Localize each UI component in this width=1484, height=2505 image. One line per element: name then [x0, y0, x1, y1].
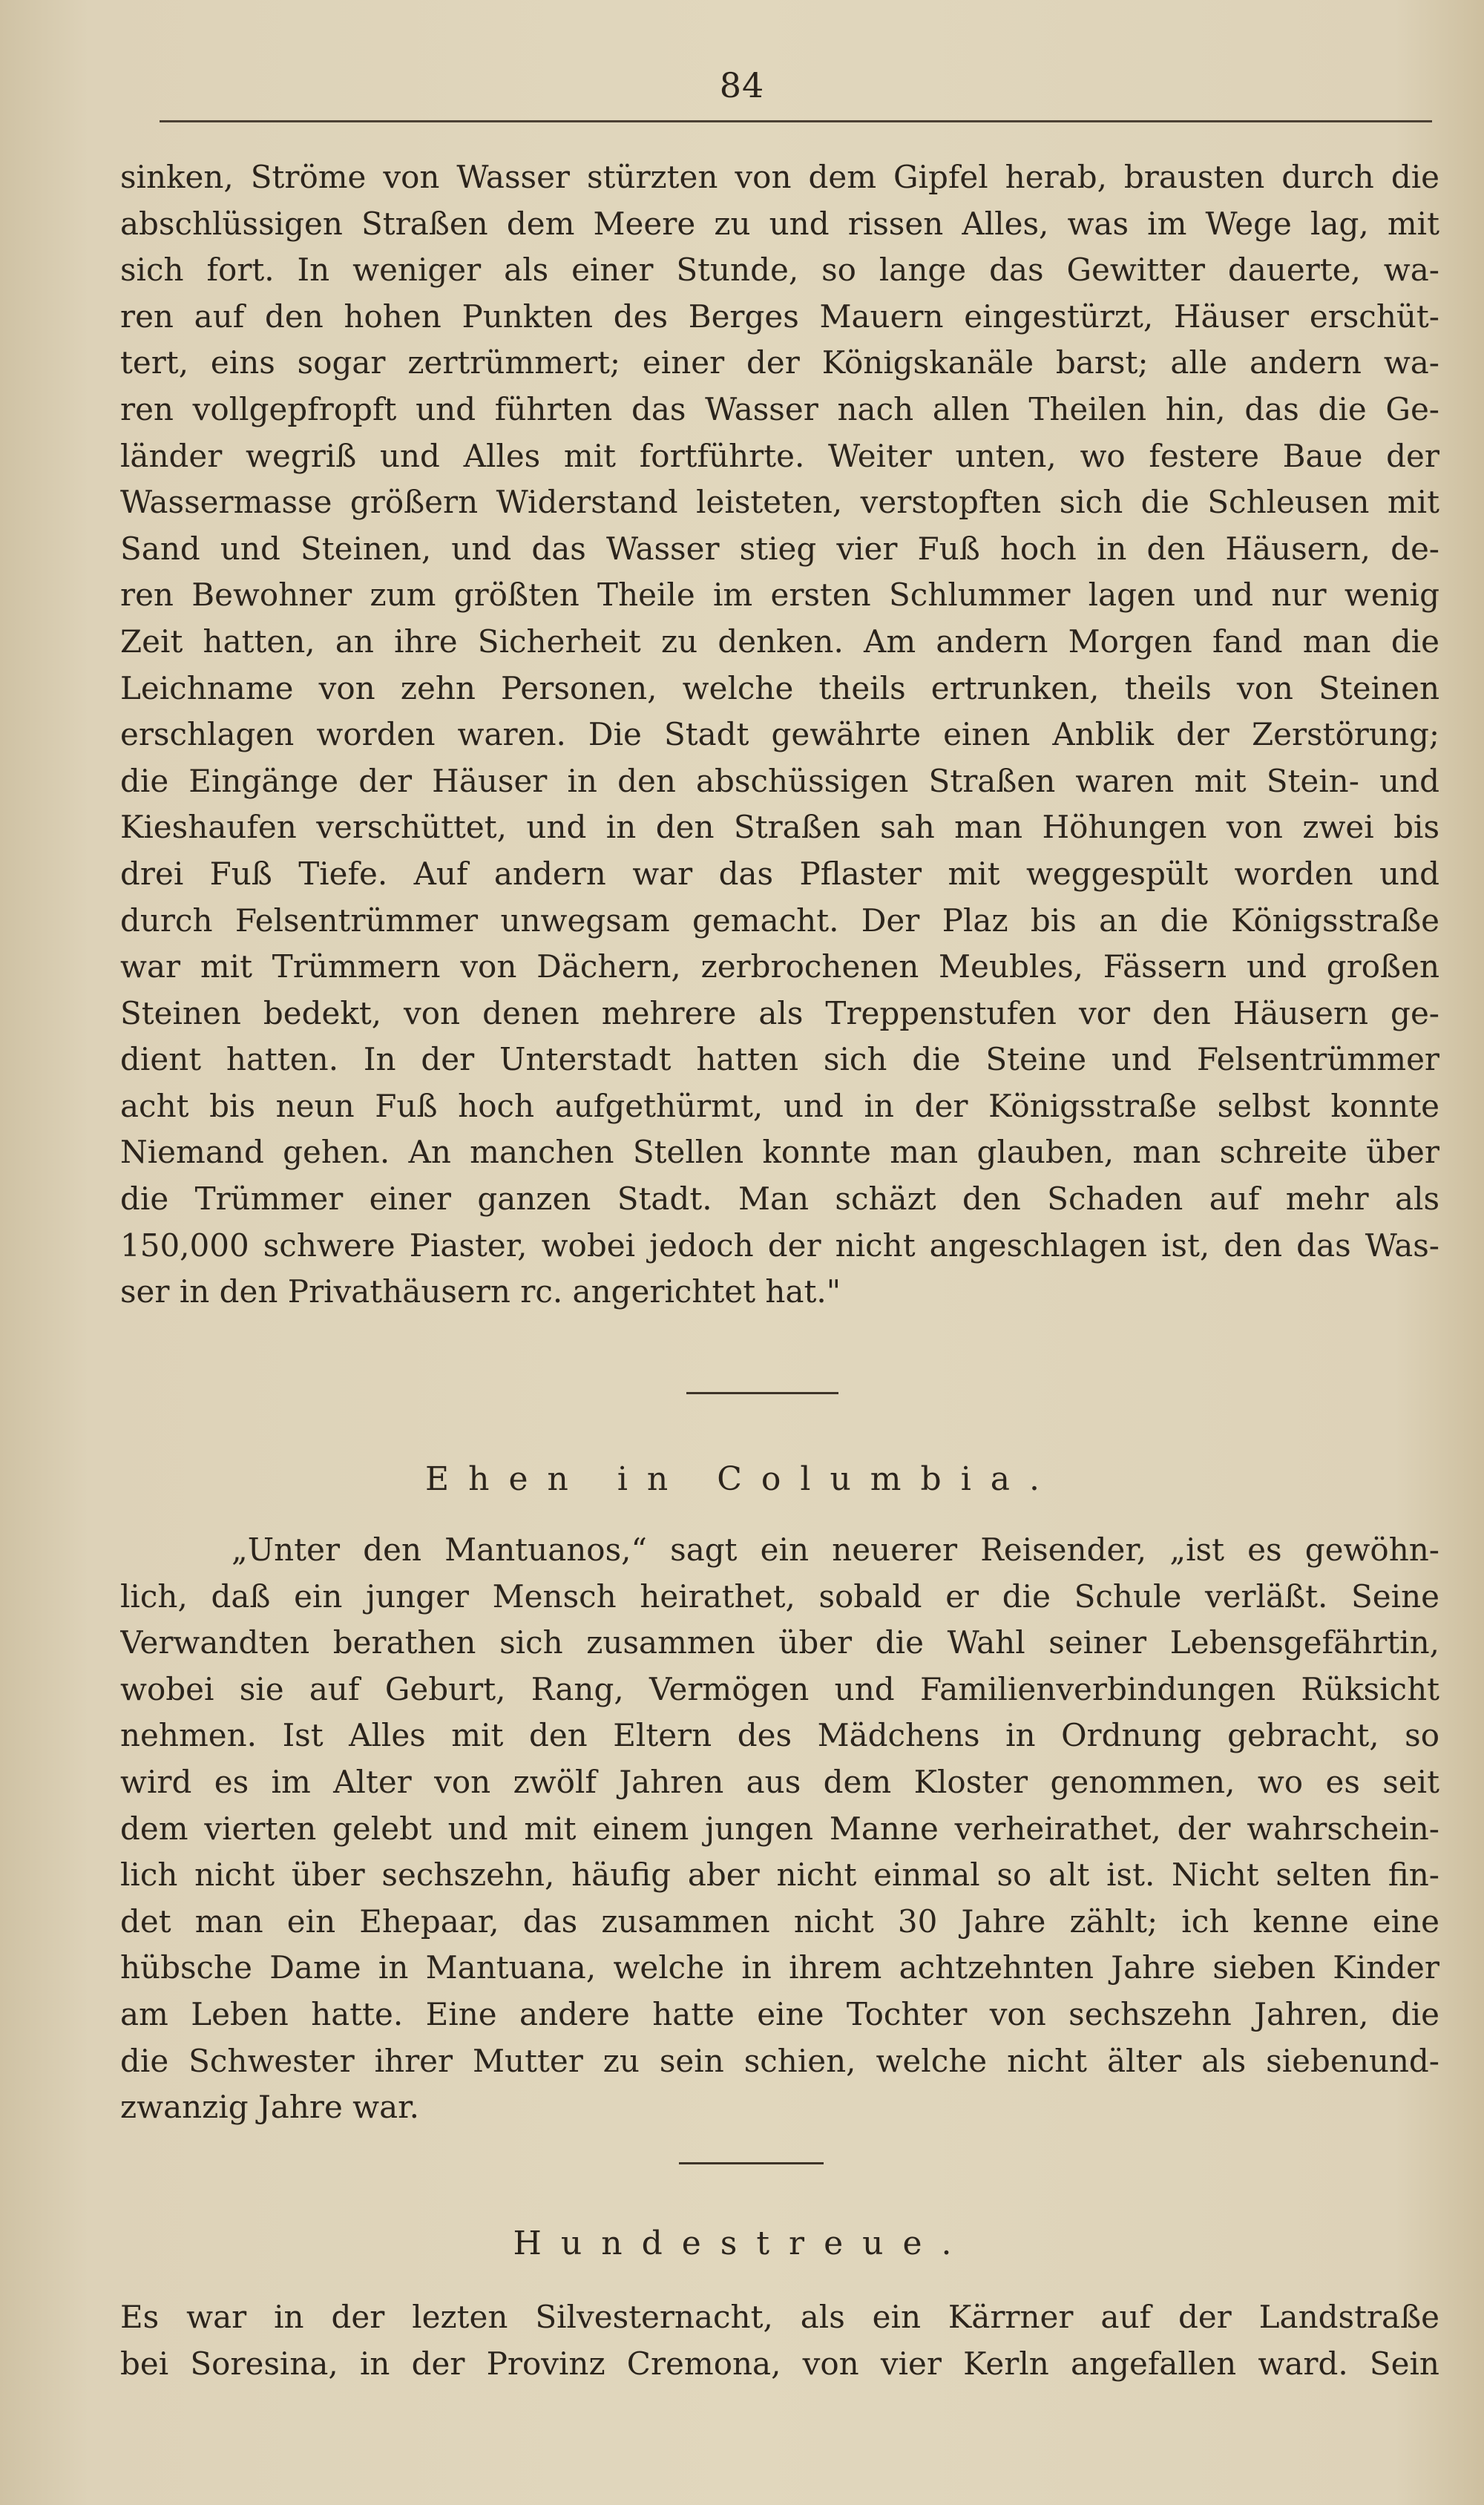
- text-line: tert, eins sogar zertrümmert; einer der Königskanäle barst; alle andern wa-: [120, 344, 1439, 381]
- text-line: hübsche Dame in Mantuana, welche in ihrem achtzehnten Jahre sieben Kinder: [120, 1949, 1439, 1986]
- section-divider: [679, 2162, 824, 2164]
- text-line: länder wegriß und Alles mit fortführte. Weiter unten, wo festere Baue der: [120, 437, 1439, 474]
- text-line: ser in den Privathäusern rc. angerichtet hat.": [120, 1273, 841, 1310]
- text-line: die Schwester ihrer Mutter zu sein schien, welche nicht älter als siebenund-: [120, 2042, 1439, 2079]
- text-line: war mit Trümmern von Dächern, zerbrochenen Meubles, Fässern und großen: [120, 948, 1439, 985]
- text-line: die Eingänge der Häuser in den abschüssigen Straßen waren mit Stein- und: [120, 762, 1439, 799]
- text-line: ren Bewohner zum größten Theile im ersten Schlummer lagen und nur wenig: [120, 577, 1439, 614]
- text-line: erschlagen worden waren. Die Stadt gewährte einen Anblik der Zerstörung;: [120, 716, 1439, 753]
- text-line: ren vollgepfropft und führten das Wasser nach allen Theilen hin, das die Ge-: [120, 390, 1439, 427]
- text-line: bei Soresina, in der Provinz Cremona, von vier Kerln angefallen ward. Sein: [120, 2345, 1439, 2382]
- text-line: Wassermasse größern Widerstand leisteten, verstopften sich die Schleusen mit: [120, 484, 1439, 521]
- text-line: abschlüssigen Straßen dem Meere zu und rissen Alles, was im Wege lag, mit: [120, 205, 1439, 242]
- section-heading: Hundestreue.: [513, 2225, 971, 2262]
- text-line: lich, daß ein junger Mensch heirathet, sobald er die Schule verläßt. Seine: [120, 1577, 1439, 1615]
- text-line: dient hatten. In der Unterstadt hatten sich die Steine und Felsentrümmer: [120, 1041, 1439, 1078]
- article-body-flood: [120, 154, 1439, 1316]
- page-number: 84: [719, 65, 765, 105]
- text-line: 150,000 schwere Piaster, wobei jedoch der nicht angeschlagen ist, den das Was-: [120, 1227, 1439, 1264]
- text-line: wobei sie auf Geburt, Rang, Vermögen und Familienverbindungen Rüksicht: [120, 1670, 1439, 1707]
- text-line: Es war in der lezten Silvesternacht, als ein Kärrner auf der Landstraße: [120, 2299, 1439, 2335]
- text-line: sich fort. In weniger als einer Stunde, so lange das Gewitter dauerte, wa-: [120, 252, 1439, 289]
- text-line: „Unter den Mantuanos,“ sagt ein neuerer Reisender, „ist es gewöhn-: [232, 1531, 1439, 1568]
- text-line: Sand und Steinen, und das Wasser stieg vier Fuß hoch in den Häusern, de-: [120, 530, 1439, 567]
- text-line: Leichname von zehn Personen, welche theils ertrunken, theils von Steinen: [120, 669, 1439, 706]
- text-line: det man ein Ehepaar, das zusammen nicht 30 Jahre zählt; ich kenne eine: [120, 1902, 1439, 1940]
- text-line: acht bis neun Fuß hoch aufgethürmt, und in der Königsstraße selbst konnte: [120, 1087, 1439, 1124]
- text-line: wird es im Alter von zwölf Jahren aus dem Kloster genommen, wo es seit: [120, 1763, 1439, 1800]
- text-line: ren auf den hohen Punkten des Berges Mauern eingestürzt, Häuser erschüt-: [120, 298, 1439, 335]
- text-line: nehmen. Ist Alles mit den Eltern des Mädchens in Ordnung gebracht, so: [120, 1717, 1439, 1754]
- section-divider: [686, 1392, 838, 1394]
- text-line: sinken, Ströme von Wasser stürzten von dem Gipfel herab, brausten durch die: [120, 159, 1439, 195]
- text-line: Verwandten berathen sich zusammen über die Wahl seiner Lebensgefährtin,: [120, 1624, 1439, 1661]
- text-line: lich nicht über sechszehn, häufig aber nicht einmal so alt ist. Nicht selten fin-: [120, 1856, 1439, 1894]
- text-line: die Trümmer einer ganzen Stadt. Man schäzt den Schaden auf mehr als: [120, 1181, 1439, 1218]
- text-line: zwanzig Jahre war.: [120, 2089, 419, 2126]
- section-heading: Ehen in Columbia.: [425, 1460, 1059, 1498]
- text-line: Zeit hatten, an ihre Sicherheit zu denken. Am andern Morgen fand man die: [120, 623, 1439, 660]
- text-line: dem vierten gelebt und mit einem jungen Manne verheirathet, der wahrschein-: [120, 1810, 1439, 1847]
- text-line: Kieshaufen verschüttet, und in den Straßen sah man Höhungen von zwei bis: [120, 809, 1439, 846]
- text-line: Steinen bedekt, von denen mehrere als Treppenstufen vor den Häusern ge-: [120, 994, 1439, 1031]
- article-body-marriages: [120, 1527, 1439, 2131]
- text-line: durch Felsentrümmer unwegsam gemacht. Der Plaz bis an die Königsstraße: [120, 902, 1439, 939]
- text-line: am Leben hatte. Eine andere hatte eine Tochter von sechszehn Jahren, die: [120, 1995, 1439, 2032]
- text-line: Niemand gehen. An manchen Stellen konnte man glauben, man schreite über: [120, 1134, 1439, 1171]
- text-line: drei Fuß Tiefe. Auf andern war das Pflaster mit weggespült worden und: [120, 855, 1439, 892]
- header-rule: [160, 120, 1432, 122]
- article-body-dog: [120, 2294, 1439, 2387]
